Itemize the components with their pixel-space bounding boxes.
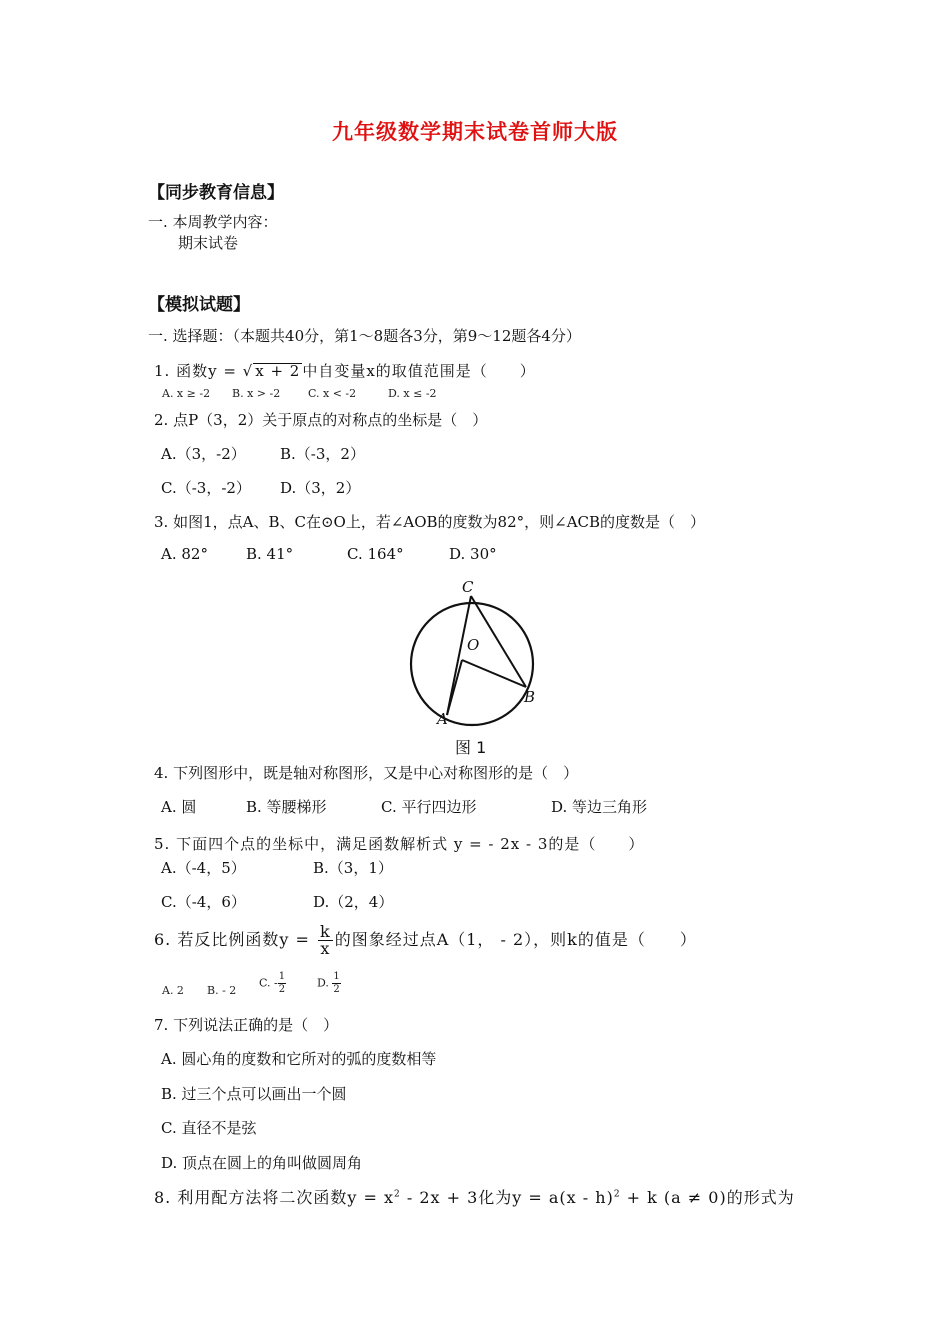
figure-caption: 图 1	[455, 738, 487, 757]
half-fraction-d	[332, 971, 340, 996]
q1-option-d: D. x ≤ -2	[388, 387, 437, 400]
q1-option-a: A. x ≥ -2	[162, 387, 211, 400]
q3-option-d: D. 30°	[449, 545, 497, 563]
q6-option-b: B. - 2	[207, 984, 237, 997]
segment-ca	[447, 596, 471, 715]
k-over-x-fraction	[318, 924, 333, 957]
q1-option-c: C. x < -2	[308, 387, 357, 400]
q7-option-d: D. 顶点在圆上的角叫做圆周角	[161, 1154, 363, 1172]
q6-frac-num: k	[319, 922, 331, 941]
q8-part3: + k (a ≠ 0)的形式为	[620, 1188, 795, 1207]
q8-part2: - 2x + 3化为y = a(x - h)	[400, 1188, 614, 1207]
q6-option-a: A. 2	[162, 984, 184, 997]
q2-option-a: A.（3，-2）	[161, 445, 246, 463]
q1-radicand: x + 2	[255, 362, 301, 380]
half-fraction	[278, 971, 286, 996]
question-5: 5. 下面四个点的坐标中，满足函数解析式 y = - 2x - 3的是（ ）	[154, 835, 645, 853]
section1-header: 一. 选择题：（本题共40分，第1～8题各3分，第9～12题各4分）	[148, 327, 581, 345]
q4-option-d: D. 等边三角形	[551, 798, 648, 816]
q5-option-d: D.（2，4）	[313, 893, 394, 911]
question-4: 4. 下列图形中，既是轴对称图形，又是中心对称图形的是（ ）	[154, 764, 579, 782]
segment-oa	[447, 660, 462, 715]
q2-option-b: B.（-3，2）	[280, 445, 365, 463]
question-1	[154, 360, 536, 381]
label-o: O	[467, 636, 480, 654]
q7-option-a: A. 圆心角的度数和它所对的弧的度数相等	[161, 1050, 437, 1068]
question-7: 7. 下列说法正确的是（ ）	[154, 1016, 339, 1034]
question-8	[154, 1185, 795, 1208]
sqrt-sign: √	[242, 362, 254, 380]
q1-prefix: 1. 函数y =	[154, 362, 243, 380]
q7-option-b: B. 过三个点可以画出一个圆	[161, 1085, 347, 1103]
label-c: C	[462, 578, 474, 596]
q6-option-d	[317, 971, 341, 996]
q5-option-c: C.（-4，6）	[161, 893, 246, 911]
question-3: 3. 如图1，点A、B、C在⊙O上，若∠AOB的度数为82°，则∠ACB的度数是（ ）	[154, 513, 706, 531]
q1-option-b: B. x > -2	[232, 387, 281, 400]
q1-suffix: 中自变量x的取值范围是（ ）	[302, 362, 536, 380]
q4-option-a: A. 圆	[161, 798, 197, 816]
q6-suffix: 的图象经过点A（1， - 2），则k的值是（ ）	[334, 930, 697, 949]
segment-ob	[462, 660, 526, 687]
q8-sup1: 2	[394, 1189, 401, 1200]
question-2: 2. 点P（3，2）关于原点的对称点的坐标是（ ）	[154, 411, 488, 429]
q7-option-c: C. 直径不是弦	[161, 1119, 257, 1137]
q6-option-c-label: C. -	[259, 976, 278, 990]
q6-option-c	[259, 971, 286, 996]
q3-option-c: C. 164°	[347, 545, 404, 563]
q6-option-d-label: D.	[317, 976, 333, 990]
label-b: B	[524, 688, 536, 706]
week-content-label: 一. 本周教学内容：	[148, 213, 278, 231]
sync-info-heading: 【同步教育信息】	[148, 183, 284, 203]
q8-sup2: 2	[613, 1189, 621, 1200]
week-content-value: 期末试卷	[178, 234, 239, 252]
q5-option-a: A.（-4，5）	[161, 859, 246, 877]
q4-option-c: C. 平行四边形	[381, 798, 477, 816]
q6-frac-den: x	[320, 939, 331, 958]
q8-part1: 8. 利用配方法将二次函数y = x	[154, 1188, 394, 1207]
q5-option-b: B.（3，1）	[313, 859, 393, 877]
q3-option-a: A. 82°	[161, 545, 208, 563]
q2-option-c: C.（-3，-2）	[161, 479, 251, 497]
q3-option-b: B. 41°	[246, 545, 294, 563]
half-den-d: 2	[333, 984, 340, 995]
q4-option-b: B. 等腰梯形	[246, 798, 327, 816]
label-a: A	[437, 710, 448, 728]
half-den: 2	[278, 984, 286, 995]
q2-option-d: D.（3，2）	[280, 479, 361, 497]
q6-prefix: 6. 若反比例函数y =	[154, 930, 316, 949]
circle-figure	[400, 572, 550, 762]
half-num: 1	[278, 971, 286, 982]
half-num-d: 1	[333, 971, 340, 982]
question-6	[154, 924, 697, 957]
page-title: 九年级数学期末试卷首师大版	[332, 119, 618, 144]
mock-test-heading: 【模拟试题】	[148, 295, 250, 315]
